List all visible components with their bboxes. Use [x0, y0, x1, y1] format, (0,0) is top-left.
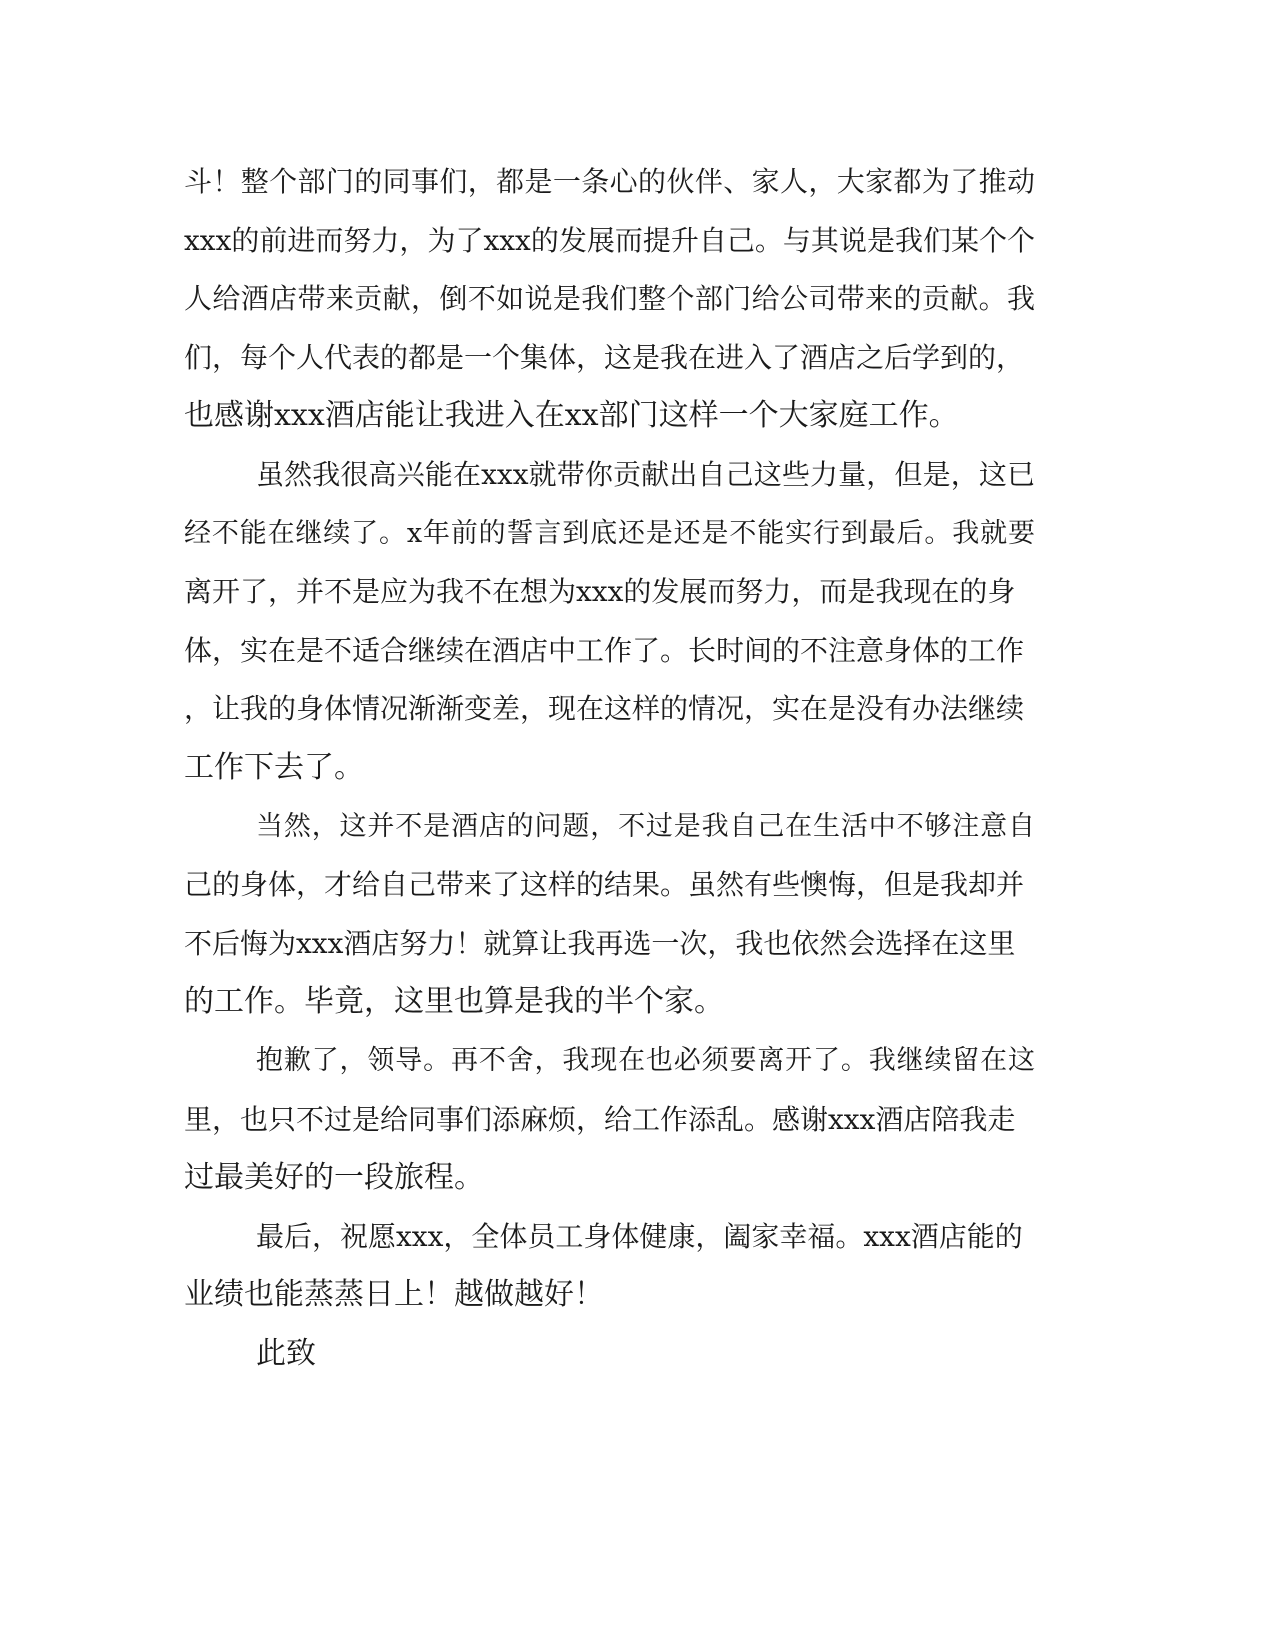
- text-line: 过最美好的一段旅程。: [184, 1160, 484, 1195]
- text-line: ，让我的身体情况渐渐变差，现在这样的情况，实在是没有办法继续: [184, 692, 1025, 725]
- text-line: 不后悔为xxx酒店努力！就算让我再选一次，我也依然会选择在这里: [184, 927, 1016, 960]
- text-line: 们，每个人代表的都是一个集体，这是我在进入了酒店之后学到的，: [184, 341, 1025, 374]
- text-line: 离开了，并不是应为我不在想为xxx的发展而努力，而是我现在的身: [184, 575, 1016, 608]
- text-line: 斗！整个部门的同事们，都是一条心的伙伴、家人，大家都为了推动: [184, 165, 1035, 198]
- paragraph-first-line: 最后，祝愿xxx，全体员工身体健康，阖家幸福。xxx酒店能的: [256, 1220, 1023, 1253]
- text-line: 的工作。毕竟，这里也算是我的半个家。: [184, 984, 724, 1019]
- text-line: xxx的前进而努力，为了xxx的发展而提升自己。与其说是我们某个个: [184, 224, 1035, 257]
- paragraph-first-line: 抱歉了，领导。再不舍，我现在也必须要离开了。我继续留在这: [256, 1045, 1035, 1076]
- text-line: 里，也只不过是给同事们添麻烦，给工作添乱。感谢xxx酒店陪我走: [184, 1103, 1016, 1136]
- text-line: 经不能在继续了。x年前的誓言到底还是还是不能实行到最后。我就要: [184, 518, 1035, 549]
- closing-salutation: 此致: [256, 1336, 316, 1371]
- text-line: 工作下去了。: [184, 750, 364, 785]
- text-line: 业绩也能蒸蒸日上！越做越好！: [184, 1277, 604, 1312]
- text-line: 体，实在是不适合继续在酒店中工作了。长时间的不注意身体的工作: [184, 634, 1025, 667]
- text-line: 也感谢xxx酒店能让我进入在xx部门这样一个大家庭工作。: [184, 398, 959, 433]
- paragraph-first-line: 虽然我很高兴能在xxx就带你贡献出自己这些力量，但是，这已: [256, 458, 1035, 491]
- text-line: 人给酒店带来贡献，倒不如说是我们整个部门给公司带来的贡献。我: [184, 282, 1035, 315]
- paragraph-first-line: 当然，这并不是酒店的问题，不过是我自己在生活中不够注意自: [256, 811, 1035, 842]
- text-line: 己的身体，才给自己带来了这样的结果。虽然有些懊悔，但是我却并: [184, 868, 1025, 901]
